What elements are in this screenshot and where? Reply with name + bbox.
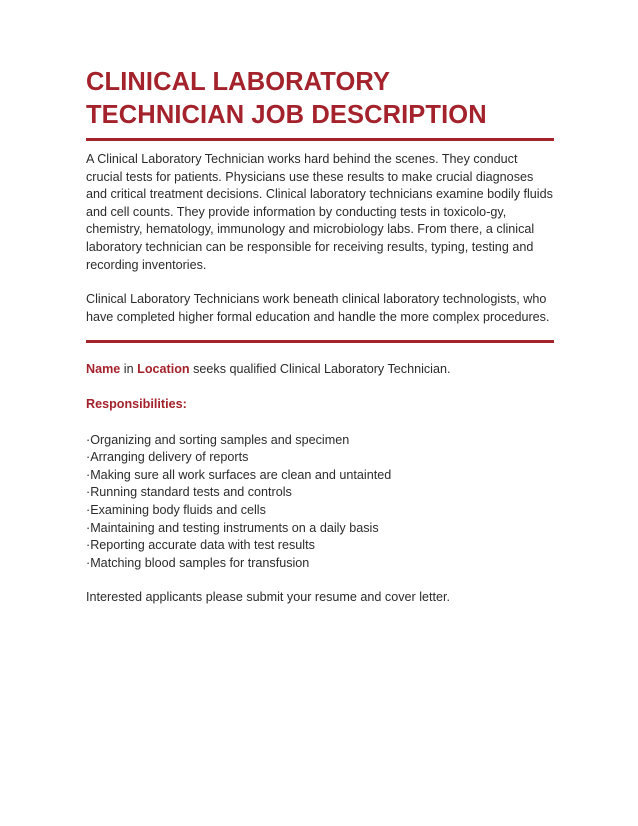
responsibilities-heading: Responsibilities: (86, 396, 187, 411)
section-divider (86, 340, 554, 343)
intro-paragraph-2: Clinical Laboratory Technicians work beneath clinical laboratory technologists, who have completed higher formal education and handle the more complex procedures. (86, 292, 550, 324)
seeks-rest: seeks qualified Clinical Laboratory Technician. (189, 362, 451, 377)
seeks-line (86, 361, 556, 379)
responsibilities-list (86, 432, 556, 573)
company-name-placeholder: Name (86, 362, 121, 377)
location-placeholder: Location (137, 362, 190, 377)
responsibility-item: ·Running standard tests and controls (86, 485, 292, 500)
responsibility-item: ·Organizing and sorting samples and specimen (86, 432, 350, 447)
responsibility-item: ·Reporting accurate data with test results (86, 538, 315, 553)
responsibility-item: ·Arranging delivery of reports (86, 450, 249, 465)
title-line-1: CLINICAL LABORATORY (86, 68, 391, 96)
responsibility-item: ·Making sure all work surfaces are clean and untainted (86, 467, 392, 482)
responsibility-item: ·Examining body fluids and cells (86, 502, 266, 517)
responsibility-item: ·Maintaining and testing instruments on a daily basis (86, 520, 379, 535)
closing-line: Interested applicants please submit your resume and cover letter. (86, 590, 451, 605)
responsibility-item: ·Matching blood samples for transfusion (86, 555, 310, 570)
intro-paragraph-1: A Clinical Laboratory Technician works hard behind the scenes. They conduct crucial tests for patients. Physicians use these results to make crucial diagnoses and critical treatment decisions. Clinical laboratory technicians examine bodily fluids and cell counts. They provide information by conducting tests in toxicolo-gy, chemistry, hematology, immunology and microbiology labs. From there, a clinical laboratory technician can be responsible for receiving results, typing, testing and recording inventories. (86, 152, 553, 272)
job-description-page (86, 66, 556, 607)
document-title (86, 66, 556, 132)
seeks-in-word: in (120, 362, 138, 377)
title-divider (86, 138, 554, 141)
title-line-2: TECHNICIAN JOB DESCRIPTION (86, 101, 487, 129)
